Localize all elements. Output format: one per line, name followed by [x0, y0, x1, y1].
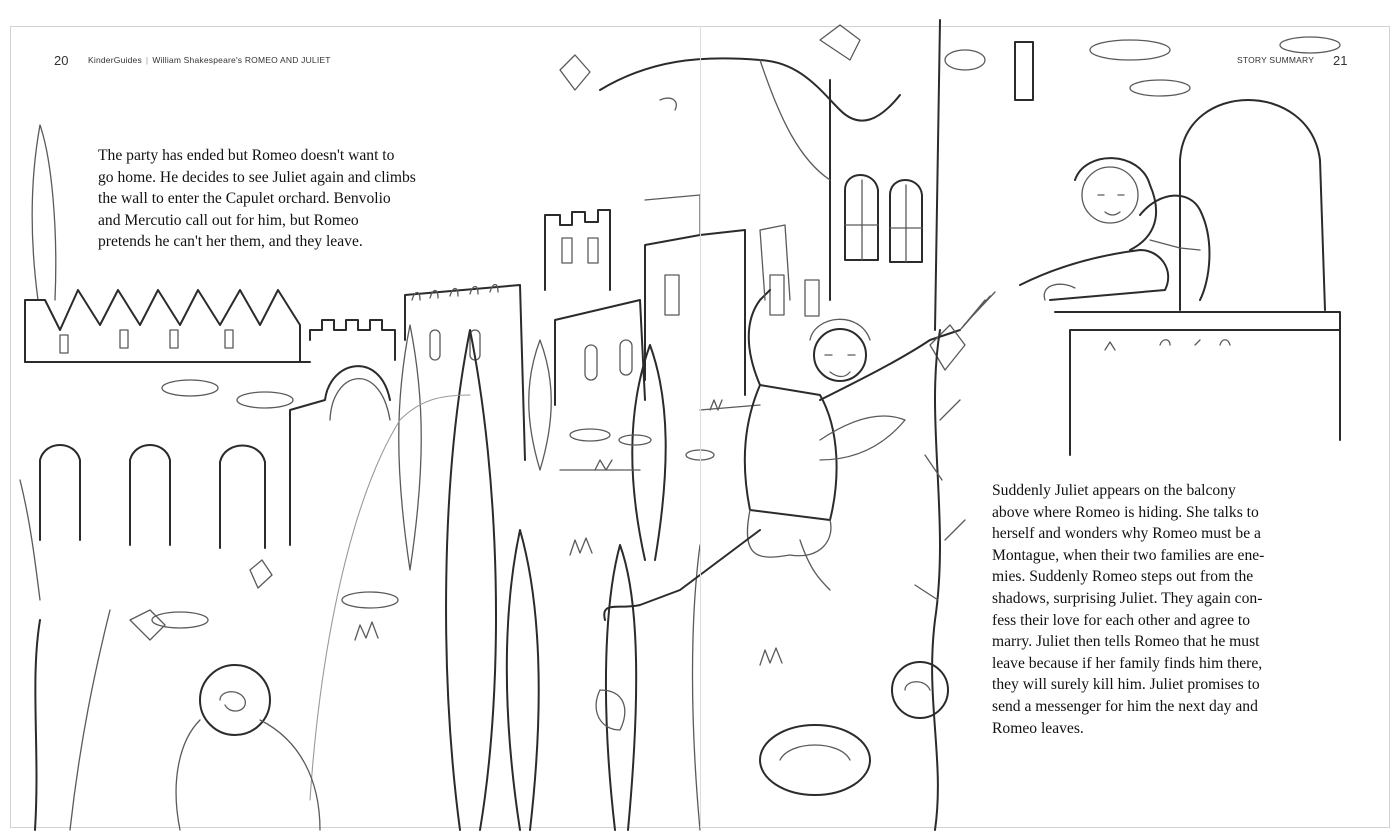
text-line: above where Romeo is hiding. She talks to [992, 503, 1259, 521]
text-line: shadows, surprising Juliet. They again con- [992, 589, 1263, 607]
text-line: fess their love for each other and agree to [992, 611, 1251, 629]
text-line: Romeo leaves. [992, 719, 1084, 737]
text-line: The party has ended but Romeo doesn't want to [98, 147, 395, 164]
book-title: ROMEO AND JULIET [244, 55, 331, 65]
text-line: herself and wonders why Romeo must be a [992, 525, 1261, 543]
right-page-number: 21 [1333, 53, 1348, 68]
text-line: send a messenger for him the next day and [992, 697, 1258, 715]
text-line: go home. He decides to see Juliet again and climbs [98, 168, 416, 186]
left-running-head [88, 55, 331, 65]
text-line: pretends he can't her them, and they leave. [98, 233, 363, 251]
right-running-head: STORY SUMMARY [1237, 55, 1315, 65]
text-line: they will surely kill him. Juliet promises to [992, 676, 1260, 694]
author-name: William Shakespeare's [152, 55, 243, 65]
right-story-paragraph [992, 480, 1336, 739]
text-line: and Mercutio call out for him, but Romeo [98, 211, 359, 229]
left-page-number: 20 [54, 53, 69, 68]
right-page-header [1333, 52, 1347, 70]
text-line: marry. Juliet then tells Romeo that he must [992, 633, 1260, 651]
text-line: leave because if her family finds him there, [992, 654, 1263, 672]
text-line: Montague, when their two families are ene- [992, 546, 1265, 564]
running-head-separator: | [145, 55, 149, 65]
text-line: mies. Suddenly Romeo steps out from the [992, 568, 1254, 586]
left-page-header [54, 52, 68, 70]
series-name: KinderGuides [88, 55, 142, 65]
text-line: Suddenly Juliet appears on the balcony [992, 482, 1236, 499]
text-line: the wall to enter the Capulet orchard. Benvolio [98, 190, 391, 208]
left-story-paragraph [98, 145, 498, 253]
page-gutter [700, 26, 701, 828]
